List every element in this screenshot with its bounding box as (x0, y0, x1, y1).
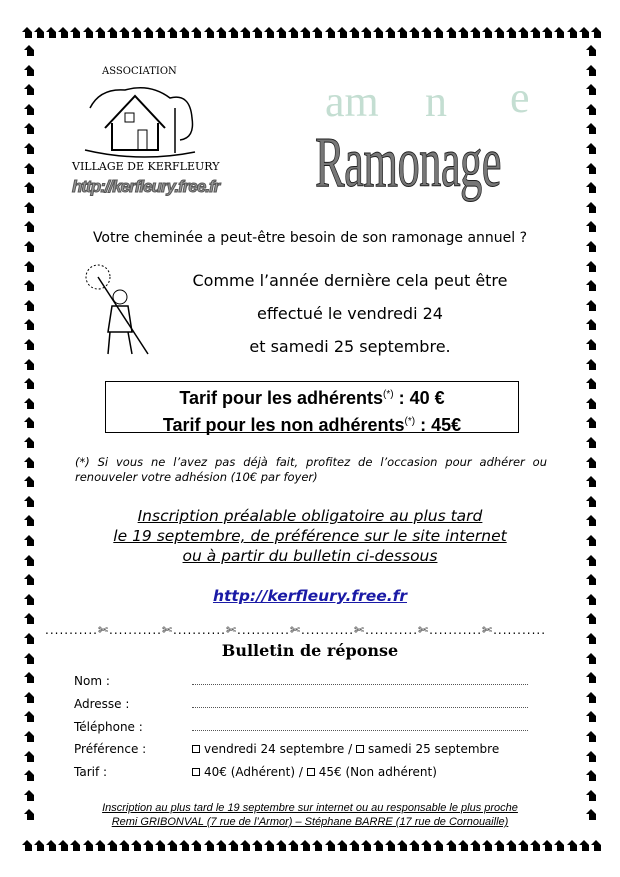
house-border-icon (586, 613, 597, 624)
house-border-icon (586, 457, 597, 468)
checkbox-samedi[interactable] (356, 745, 364, 753)
house-border-icon (83, 27, 94, 38)
house-border-icon (586, 182, 597, 193)
house-border-icon (24, 672, 35, 683)
logo-association-text: ASSOCIATION (102, 66, 177, 77)
option-label: 40€ (Adhérent) / (204, 765, 303, 779)
house-border-icon (95, 27, 106, 38)
house-border-icon (34, 840, 45, 851)
house-border-icon (276, 27, 287, 38)
house-border-icon (24, 143, 35, 154)
house-border-icon (228, 840, 239, 851)
house-border-icon (421, 27, 432, 38)
footer-note (0, 801, 620, 829)
field-label: Tarif : (74, 765, 108, 779)
house-border-icon (494, 840, 505, 851)
house-border-icon (506, 27, 517, 38)
house-border-icon (586, 143, 597, 154)
house-border-icon (24, 84, 35, 95)
house-border-icon (24, 476, 35, 487)
inscription-line-3: ou à partir du bulletin ci-dessous (182, 547, 438, 565)
website-link[interactable]: http://kerfleury.free.fr (212, 587, 408, 605)
house-border-icon (518, 840, 529, 851)
inscription-line-1: Inscription préalable obligatoire au plus tard (137, 507, 483, 525)
field-label: Téléphone : (74, 720, 143, 734)
house-border-icon (240, 840, 251, 851)
logo-url-text: http://kerfleury.free.fr (72, 177, 220, 196)
house-border-icon (143, 27, 154, 38)
footer-line-2: Remi GRIBONVAL (7 rue de l’Armor) – Stéphane BARRE (17 rue de Cornouaille) (111, 816, 509, 828)
house-border-icon (155, 840, 166, 851)
field-preference (74, 742, 534, 758)
house-border-icon (24, 770, 35, 781)
house-border-icon (46, 840, 57, 851)
field-tarif (74, 765, 534, 781)
house-border-icon (586, 437, 597, 448)
house-border-icon (24, 339, 35, 350)
title-ghost-3: e (510, 73, 530, 122)
fill-line[interactable] (192, 730, 528, 731)
tarif-adherents-label: Tarif pour les adhérents (179, 388, 384, 408)
house-border-icon (586, 751, 597, 762)
house-border-icon (24, 300, 35, 311)
option-label: 45€ (Non adhérent) (318, 765, 437, 779)
house-border-icon (397, 27, 408, 38)
house-border-icon (204, 840, 215, 851)
house-border-icon (325, 27, 336, 38)
house-border-icon (397, 840, 408, 851)
house-border-icon (179, 27, 190, 38)
house-border-icon (373, 840, 384, 851)
house-border-icon (586, 280, 597, 291)
fill-line[interactable] (192, 707, 528, 708)
house-border-icon (24, 45, 35, 56)
house-border-icon (24, 261, 35, 272)
title-ghost-2: n (425, 77, 447, 126)
house-border-icon (458, 27, 469, 38)
house-border-icon (312, 840, 323, 851)
house-border-icon (446, 27, 457, 38)
intro-line-3: et samedi 25 septembre. (249, 337, 451, 356)
house-border-icon (586, 692, 597, 703)
house-border-icon (24, 123, 35, 134)
checkbox-non-adherent[interactable] (307, 768, 315, 776)
house-border-icon (586, 731, 597, 742)
house-border-icon (579, 840, 590, 851)
house-border-icon (24, 751, 35, 762)
asterisk-mark: (*) (404, 416, 416, 427)
house-border-icon (494, 27, 505, 38)
house-border-icon (542, 840, 553, 851)
house-border-icon (191, 27, 202, 38)
house-border-icon (24, 437, 35, 448)
house-border-icon (361, 840, 372, 851)
house-border-icon (107, 840, 118, 851)
house-border-icon (264, 840, 275, 851)
question-text: Votre cheminée a peut-être besoin de son ramonage annuel ? (92, 230, 528, 246)
house-border-icon (586, 84, 597, 95)
house-border-icon (167, 27, 178, 38)
house-border-icon (24, 104, 35, 115)
house-border-icon (228, 27, 239, 38)
checkbox-adherent[interactable] (192, 768, 200, 776)
house-border-icon (337, 27, 348, 38)
house-border-icon (83, 840, 94, 851)
house-border-icon (586, 45, 597, 56)
intro-line-1: Comme l’année dernière cela peut être (192, 271, 508, 290)
house-border-icon (470, 840, 481, 851)
inscription-line-2: le 19 septembre, de préférence sur le site internet (113, 527, 507, 545)
house-border-icon (216, 27, 227, 38)
intro-line-2: effectué le vendredi 24 (257, 304, 443, 323)
association-logo (72, 64, 222, 209)
house-border-icon (325, 840, 336, 851)
field-nom[interactable] (74, 674, 534, 690)
house-border-icon (458, 840, 469, 851)
house-border-icon (58, 27, 69, 38)
option-label: vendredi 24 septembre / (204, 742, 353, 756)
house-border-icon (409, 840, 420, 851)
house-border-icon (586, 417, 597, 428)
house-border-icon (167, 840, 178, 851)
membership-note: (*) Si vous ne l’avez pas déjà fait, profitez de l’occasion pour adhérer ou renouveler votre adhésion (10€ par foyer) (75, 455, 547, 484)
house-border-icon (70, 27, 81, 38)
house-border-icon (24, 65, 35, 76)
house-border-icon (530, 840, 541, 851)
house-border-icon (586, 104, 597, 115)
house-border-icon (300, 27, 311, 38)
house-border-icon (58, 840, 69, 851)
field-telephone[interactable] (74, 720, 534, 736)
house-border-icon (446, 840, 457, 851)
house-border-icon (567, 27, 578, 38)
house-border-icon (586, 300, 597, 311)
house-border-icon (349, 840, 360, 851)
house-border-icon (34, 27, 45, 38)
house-border-icon (586, 378, 597, 389)
logo-village-text: VILLAGE DE KERFLEURY (72, 160, 220, 173)
house-border-icon (24, 692, 35, 703)
house-border-icon (264, 27, 275, 38)
bulletin-title: Bulletin de réponse (221, 641, 399, 660)
house-border-icon (433, 27, 444, 38)
house-border-icon (24, 731, 35, 742)
house-border-icon (586, 398, 597, 409)
house-border-icon (586, 319, 597, 330)
house-border-icon (216, 840, 227, 851)
tarif-non-adherents-label: Tarif pour les non adhérents (162, 415, 405, 435)
house-border-icon (24, 398, 35, 409)
house-border-icon (586, 123, 597, 134)
house-border-icon (586, 574, 597, 585)
house-border-icon (119, 27, 130, 38)
page-title: Ramonage (315, 122, 501, 202)
house-border-icon (252, 27, 263, 38)
house-border-icon (586, 339, 597, 350)
house-border-icon (70, 840, 81, 851)
house-border-icon (24, 574, 35, 585)
house-border-icon (24, 417, 35, 428)
house-border-icon (24, 182, 35, 193)
house-border-icon (119, 840, 130, 851)
field-label: Nom : (74, 674, 110, 688)
house-border-icon (567, 840, 578, 851)
house-border-icon (107, 27, 118, 38)
house-border-icon (24, 457, 35, 468)
tarif-non-adherents (106, 410, 518, 437)
title-wordart (315, 73, 545, 202)
house-border-icon (312, 27, 323, 38)
tarif-adherents-price: : 40 € (398, 388, 445, 408)
house-border-icon (24, 613, 35, 624)
house-border-icon (586, 711, 597, 722)
house-border-icon (155, 27, 166, 38)
house-border-icon (586, 261, 597, 272)
house-border-icon (579, 27, 590, 38)
field-label: Adresse : (74, 697, 130, 711)
cut-line: ...........✄...........✄...........✄...........✄...........✄...........✄...........✄........... (45, 623, 547, 637)
tarif-box (105, 381, 519, 433)
house-border-icon (361, 27, 372, 38)
house-border-icon (24, 202, 35, 213)
house-border-icon (518, 27, 529, 38)
house-border-icon (349, 27, 360, 38)
house-border-icon (586, 476, 597, 487)
house-border-icon (240, 27, 251, 38)
house-border-icon (586, 672, 597, 683)
tarif-adherents (106, 383, 518, 410)
house-border-icon (179, 840, 190, 851)
house-border-icon (554, 840, 565, 851)
house-border-icon (46, 27, 57, 38)
field-label: Préférence : (74, 742, 147, 756)
house-border-icon (24, 280, 35, 291)
house-border-icon (300, 840, 311, 851)
house-border-icon (22, 840, 33, 851)
house-border-icon (24, 378, 35, 389)
house-border-icon (252, 840, 263, 851)
house-border-icon (421, 840, 432, 851)
house-border-icon (24, 319, 35, 330)
house-border-icon (131, 27, 142, 38)
house-border-icon (276, 840, 287, 851)
checkbox-vendredi[interactable] (192, 745, 200, 753)
house-border-icon (24, 359, 35, 370)
house-border-icon (554, 27, 565, 38)
house-border-icon (530, 27, 541, 38)
title-ghost-1: am (325, 77, 379, 126)
house-border-icon (506, 840, 517, 851)
house-border-icon (591, 840, 602, 851)
house-illustration-icon (80, 78, 200, 160)
house-border-icon (586, 163, 597, 174)
house-border-icon (591, 27, 602, 38)
house-border-icon (24, 163, 35, 174)
tarif-non-adherents-price: : 45€ (420, 415, 462, 435)
chimney-sweep-icon (80, 262, 155, 362)
house-border-icon (385, 27, 396, 38)
house-border-icon (409, 27, 420, 38)
house-border-icon (191, 840, 202, 851)
house-border-icon (586, 770, 597, 781)
house-border-icon (24, 790, 35, 801)
house-border-icon (204, 27, 215, 38)
fill-line[interactable] (192, 684, 528, 685)
house-border-icon (143, 840, 154, 851)
house-border-icon (586, 202, 597, 213)
house-border-icon (131, 840, 142, 851)
house-border-icon (385, 840, 396, 851)
footer-line-1: Inscription au plus tard le 19 septembre sur internet ou au responsable le plus proche (102, 802, 518, 814)
house-border-icon (373, 27, 384, 38)
asterisk-mark: (*) (383, 389, 394, 400)
house-border-icon (288, 27, 299, 38)
house-border-icon (337, 840, 348, 851)
house-border-icon (470, 27, 481, 38)
house-border-icon (433, 840, 444, 851)
house-border-icon (288, 840, 299, 851)
house-border-icon (542, 27, 553, 38)
house-border-icon (482, 840, 493, 851)
house-border-icon (24, 711, 35, 722)
house-border-icon (482, 27, 493, 38)
house-border-icon (95, 840, 106, 851)
house-border-icon (586, 790, 597, 801)
field-adresse[interactable] (74, 697, 534, 713)
house-border-icon (22, 27, 33, 38)
option-label: samedi 25 septembre (368, 742, 500, 756)
house-border-icon (586, 359, 597, 370)
house-border-icon (586, 65, 597, 76)
